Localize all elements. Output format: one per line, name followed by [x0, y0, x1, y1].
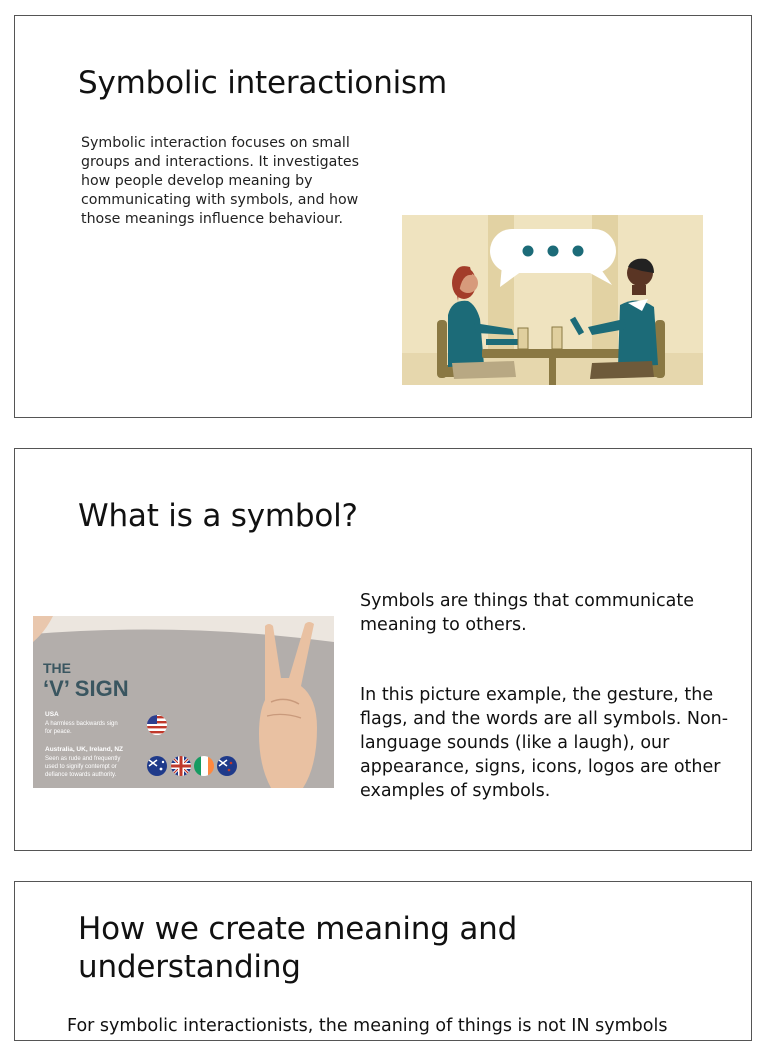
conversation-illustration	[402, 215, 703, 385]
slide-title: What is a symbol?	[78, 498, 358, 534]
v-sign-heading-line2: ‘V’ SIGN	[43, 676, 129, 701]
other-text-line2: used to signify contempt or	[45, 764, 117, 770]
symbol-definition-paragraph: Symbols are things that communicate meaning to others.	[360, 591, 694, 635]
symbol-examples-paragraph: In this picture example, the gesture, the flags, and the words are all symbols. Non-language sounds (like a laugh), our appearance, signs, icons, logos are other examples of symbols.	[360, 685, 729, 801]
usa-text-line1: A harmless backwards sign	[45, 721, 118, 727]
usa-text-line2: for peace.	[45, 729, 72, 735]
usa-flag-icon	[147, 715, 167, 735]
v-sign-heading-line1: THE	[43, 660, 71, 676]
slide-how-we-create-meaning	[14, 881, 752, 1041]
uk-flag-icon	[171, 756, 191, 776]
slide-body-text: For symbolic interactionists, the meaning of things is not IN symbols	[67, 1016, 668, 1036]
other-text-line1: Seen as rude and frequently	[45, 756, 121, 762]
other-text-line3: defiance towards authority.	[45, 772, 117, 778]
australia-flag-icon	[147, 756, 167, 776]
v-sign-image	[33, 616, 334, 788]
slide-body-text: Symbolic interaction focuses on small groups and interactions. It investigates how people develop meaning by communicating with symbols, and how those meanings influence behaviour.	[81, 135, 360, 227]
slide-title: Symbolic interactionism	[78, 65, 448, 101]
slide-title: How we create meaning and understanding	[78, 911, 518, 985]
usa-label: USA	[45, 711, 59, 718]
slide-what-is-a-symbol	[14, 448, 752, 851]
other-countries-label: Australia, UK, Ireland, NZ	[45, 746, 124, 753]
new-zealand-flag-icon	[217, 756, 237, 776]
slide-symbolic-interactionism	[14, 15, 752, 418]
